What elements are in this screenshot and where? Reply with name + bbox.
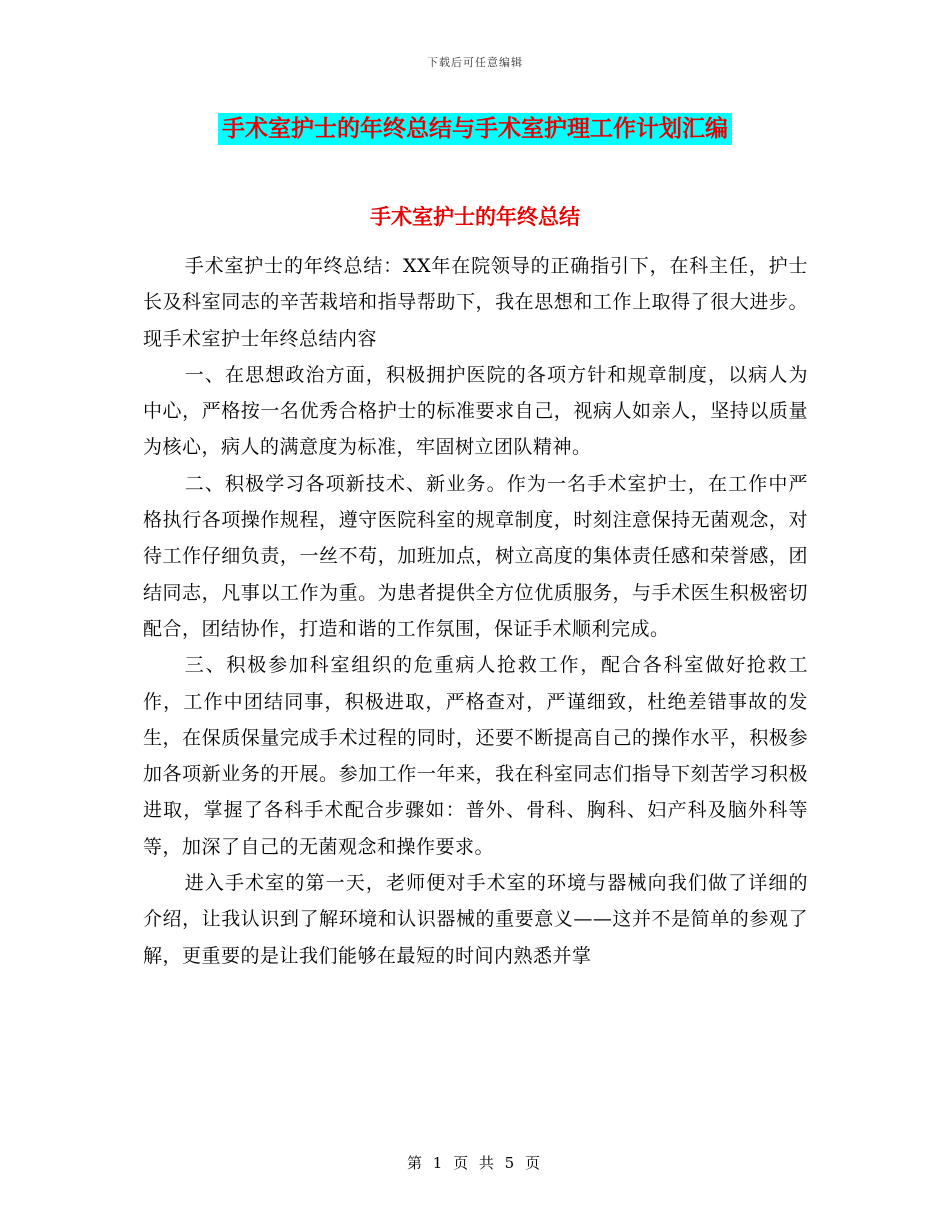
paragraph-first-day: 进入手术室的第一天，老师便对手术室的环境与器械向我们做了详细的介绍，让我认识到了解环境和认识器械的重要意义——这并不是简单的参观了解，更重要的是让我们能够在最短的时间内熟悉并掌 — [143, 872, 808, 967]
section-title: 手术室护士的年终总结 — [370, 205, 580, 229]
paragraph-political: 一、在思想政治方面，积极拥护医院的各项方针和规章制度，以病人为中心，严格按一名优秀合格护士的标准要求自己，视病人如亲人，坚持以质量为核心，病人的满意度为标准，牢固树立团队精神。 — [143, 363, 808, 459]
page-header-note: 下载后可任意编辑 — [427, 56, 523, 69]
paragraph-intro: 手术室护士的年终总结：XX年在院领导的正确指引下，在科主任，护士长及科室同志的辛苦栽培和指导帮助下，我在思想和工作上取得了很大进步。现手术室护士年终总结内容 — [143, 255, 808, 350]
paragraph-rescue: 三、积极参加科室组织的危重病人抢救工作，配合各科室做好抢救工作，工作中团结同事，积极进取，严格查对，严谨细致，杜绝差错事故的发生，在保质保量完成手术过程的同时，还要不断提高自己的操作水平，积极参加各项新业务的开展。参加工作一年来，我在科室同志们指导下刻苦学习积极进取，掌握了各科手术配合步骤如：普外、骨科、胸科、妇产科及脑外科等等，加深了自己的无菌观念和操作要求。 — [143, 654, 808, 858]
document-body — [143, 248, 808, 974]
page-number-footer: 第 1 页 共 5 页 — [407, 1154, 543, 1172]
paragraph-learning: 二、积极学习各项新技术、新业务。作为一名手术室护士，在工作中严格执行各项操作规程，遵守医院科室的规章制度，时刻注意保持无菌观念，对待工作仔细负责，一丝不苟，加班加点，树立高度的集体责任感和荣誉感，团结同志，凡事以工作为重。为患者提供全方位优质服务，与手术医生积极密切配合，团结协作，打造和谐的工作氛围，保证手术顺利完成。 — [143, 472, 808, 640]
document-title: 手术室护士的年终总结与手术室护理工作计划汇编 — [218, 113, 732, 145]
document-title-container — [0, 113, 950, 145]
